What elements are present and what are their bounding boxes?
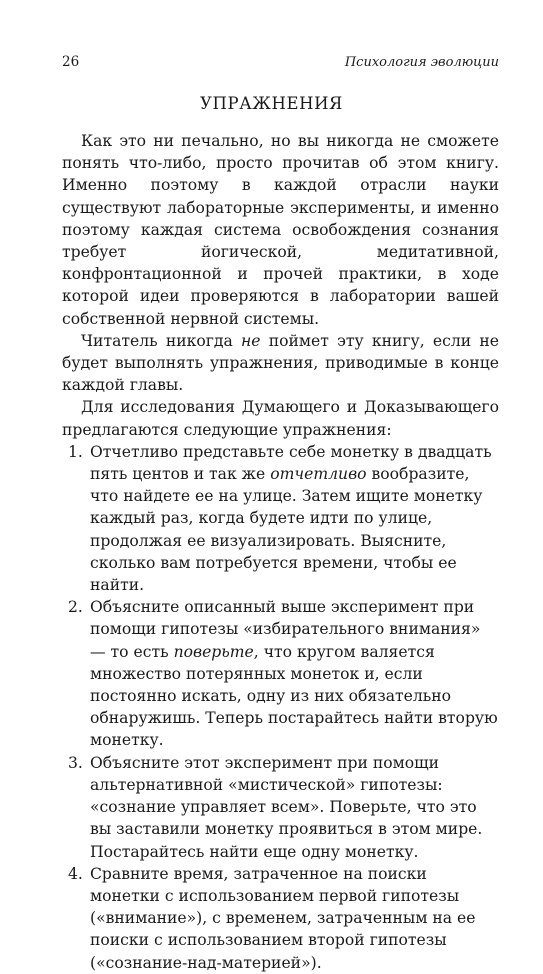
- exercise-text: Объясните этот эксперимент при помощи альтернативной «мистической» гипотезы: «сознание управляет всем». Поверьте, что это вы заставили монетку проявиться в этом мире. Постарайтесь найти еще одну монетку.: [90, 753, 483, 861]
- exercise-list: [62, 441, 499, 974]
- running-header: [62, 54, 499, 70]
- exercise-number: 2.: [68, 598, 83, 617]
- exercise-text: Отчетливо представьте себе монетку в двадцать пять центов и так же: [90, 442, 492, 484]
- section-heading: УПРАЖНЕНИЯ: [200, 94, 343, 113]
- exercise-number: 4.: [68, 864, 83, 883]
- paragraph-reader-end: поймет эту книгу, если не будет выполнять упражнения, приводимые в конце каждой главы.: [62, 331, 499, 395]
- page-number: 26: [62, 54, 80, 70]
- paragraph-reader-start: Читатель никогда: [81, 331, 242, 350]
- exercise-text-end: , что кругом валяется множество потерянных монеток и, если постоянно искать, одну из них обязательно обнаружишь. Теперь постарайтесь найти вторую монетку.: [90, 642, 498, 750]
- exercise-item: [62, 596, 499, 751]
- exercise-item: [62, 752, 499, 863]
- exercise-text-end: вообразите, что найдете ее на улице. Затем ищите монетку каждый раз, когда будете идти по улице, продолжая ее визуализировать. Выясните, сколько вам потребуется времени, чтобы ее найти.: [90, 465, 483, 595]
- exercise-text: Сравните время, затраченное на поиски монетки с использованием первой гипотезы («внимание»), с временем, затраченным на ее поиски с использованием второй гипотезы («сознание-над-материей»).: [90, 864, 476, 972]
- exercise-item: [62, 441, 499, 596]
- emphasis-ne: не: [241, 331, 261, 350]
- paragraph-intro: Как это ни печально, но вы никогда не сможете понять что-либо, просто прочитав об этом книгу. Именно поэтому в каждой отрасли науки существуют лабораторные эксперименты, и именно поэтому каждая система освобождения сознания требует йогической, медитативной, конфронтационной и прочей практики, в ходе которой идеи проверяются в лаборатории вашей собственной нервной системы.: [62, 132, 499, 328]
- exercise-emphasis: поверьте: [173, 642, 254, 661]
- exercise-emphasis: отчетливо: [270, 465, 367, 484]
- paragraph-reader: [62, 330, 499, 397]
- page-body: [62, 130, 499, 974]
- exercise-number: 3.: [68, 753, 83, 772]
- exercise-item: [62, 863, 499, 974]
- paragraph-exercises-intro: Для исследования Думающего и Доказывающего предлагаются следующие упражнения:: [62, 398, 499, 439]
- running-title: Психология эволюции: [344, 55, 499, 70]
- exercise-text: Объясните описанный выше эксперимент при помощи гипотезы «избирательного внимания» — то есть: [90, 598, 481, 661]
- exercise-number: 1.: [68, 442, 83, 461]
